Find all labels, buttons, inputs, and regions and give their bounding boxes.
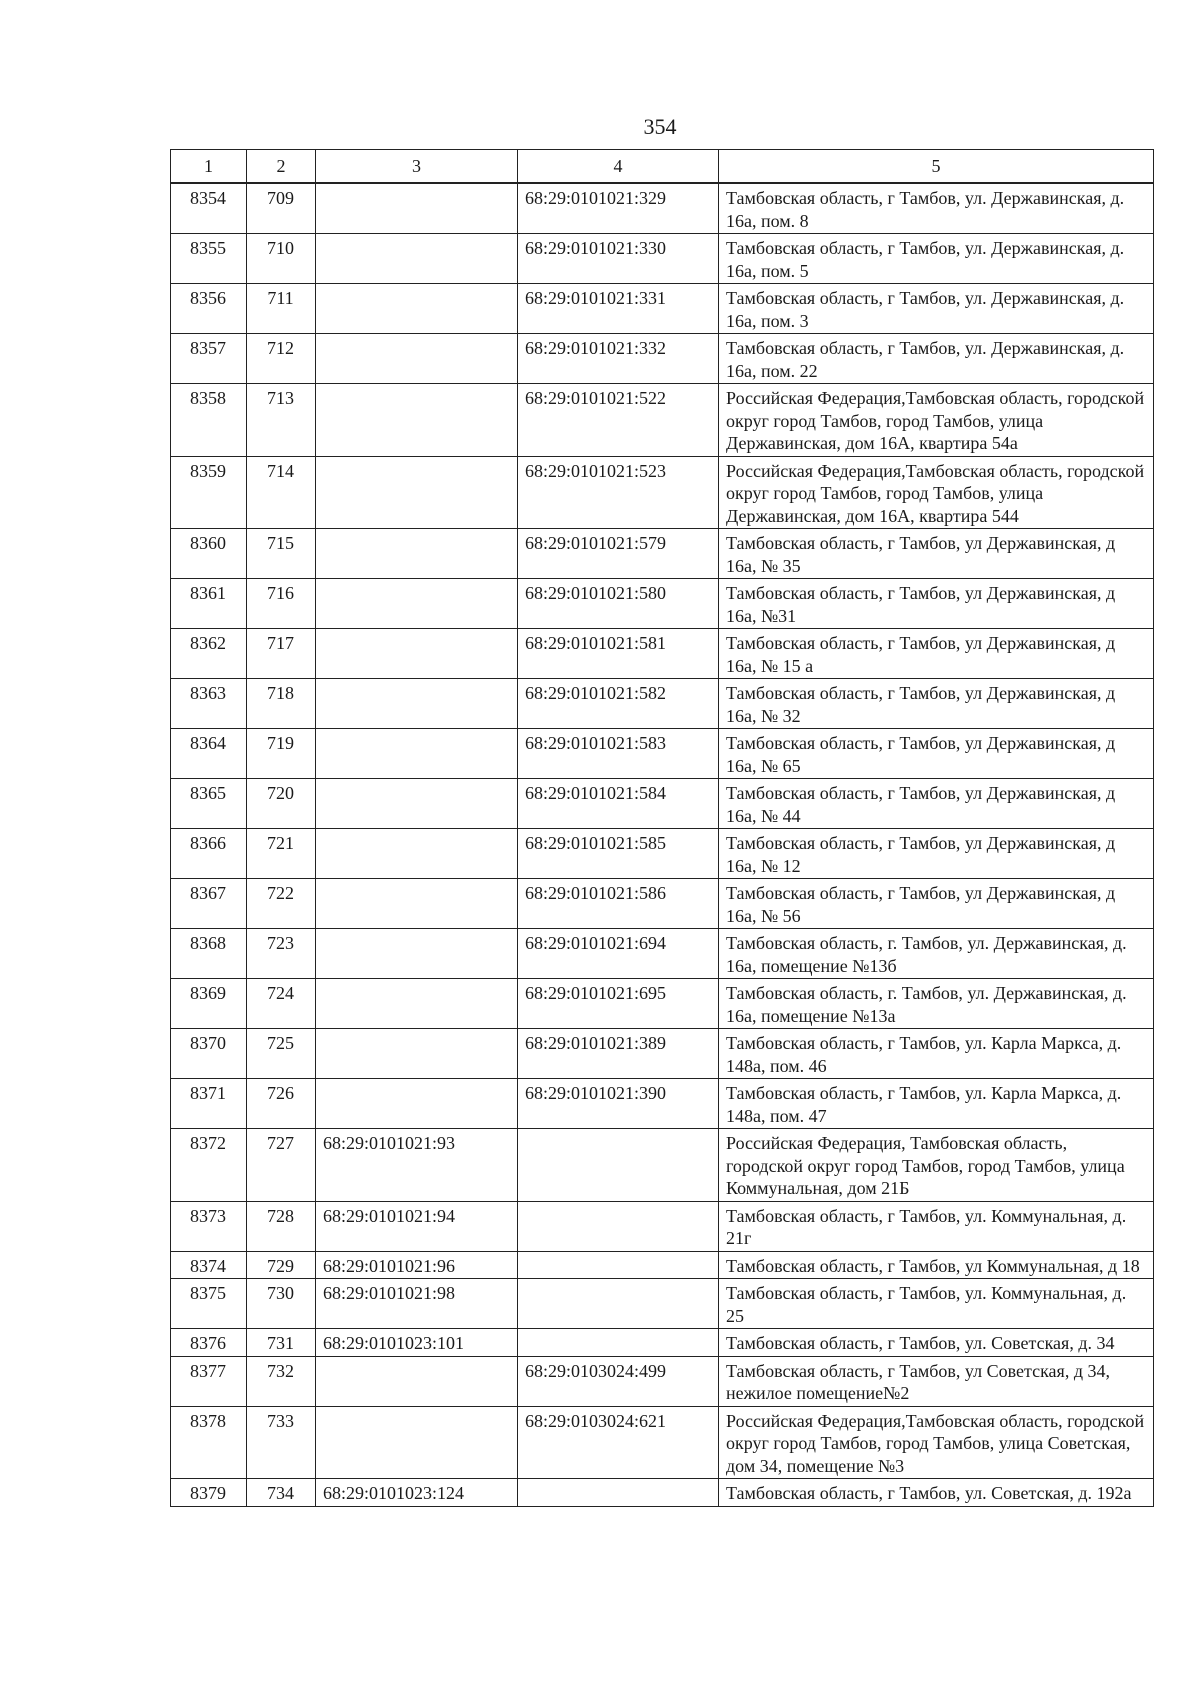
table-body (171, 183, 1154, 1506)
item-number-cell: 712 (247, 334, 316, 384)
premises-cadastral-cell: 68:29:0101021:389 (518, 1029, 719, 1079)
item-number-cell: 724 (247, 979, 316, 1029)
table-row (171, 334, 1154, 384)
table-row (171, 1479, 1154, 1507)
row-number-cell: 8359 (171, 456, 247, 529)
item-number-cell: 719 (247, 729, 316, 779)
item-number-cell: 730 (247, 1279, 316, 1329)
table-row (171, 183, 1154, 234)
row-number-cell: 8366 (171, 829, 247, 879)
item-number-cell: 718 (247, 679, 316, 729)
land-cadastral-cell (316, 284, 518, 334)
table-row (171, 284, 1154, 334)
address-cell: Тамбовская область, г Тамбов, ул. Коммунальная, д. 21г (719, 1201, 1154, 1251)
address-cell: Тамбовская область, г Тамбов, ул. Державинская, д. 16а, пом. 3 (719, 284, 1154, 334)
address-cell: Тамбовская область, г Тамбов, ул. Коммунальная, д. 25 (719, 1279, 1154, 1329)
land-cadastral-cell (316, 1029, 518, 1079)
address-cell: Тамбовская область, г Тамбов, ул. Державинская, д. 16а, пом. 22 (719, 334, 1154, 384)
table-row (171, 1129, 1154, 1202)
row-number-cell: 8357 (171, 334, 247, 384)
row-number-cell: 8371 (171, 1079, 247, 1129)
premises-cadastral-cell: 68:29:0101021:330 (518, 234, 719, 284)
premises-cadastral-cell: 68:29:0101021:584 (518, 779, 719, 829)
row-number-cell: 8360 (171, 529, 247, 579)
land-cadastral-cell: 68:29:0101023:124 (316, 1479, 518, 1507)
column-header-4: 4 (518, 150, 719, 184)
land-cadastral-cell (316, 929, 518, 979)
premises-cadastral-cell (518, 1201, 719, 1251)
table-row (171, 1079, 1154, 1129)
address-cell: Тамбовская область, г Тамбов, ул. Советская, д. 34 (719, 1329, 1154, 1357)
table-row (171, 1356, 1154, 1406)
premises-cadastral-cell: 68:29:0101021:523 (518, 456, 719, 529)
address-cell: Тамбовская область, г Тамбов, ул Советская, д 34, нежилое помещение№2 (719, 1356, 1154, 1406)
land-cadastral-cell: 68:29:0101021:93 (316, 1129, 518, 1202)
row-number-cell: 8370 (171, 1029, 247, 1079)
address-cell: Тамбовская область, г Тамбов, ул Державинская, д 16а, № 56 (719, 879, 1154, 929)
premises-cadastral-cell: 68:29:0101021:390 (518, 1079, 719, 1129)
header-row (171, 150, 1154, 184)
row-number-cell: 8355 (171, 234, 247, 284)
row-number-cell: 8354 (171, 183, 247, 234)
table-row (171, 779, 1154, 829)
premises-cadastral-cell: 68:29:0101021:329 (518, 183, 719, 234)
row-number-cell: 8369 (171, 979, 247, 1029)
table-row (171, 1251, 1154, 1279)
address-cell: Тамбовская область, г Тамбов, ул Державинская, д 16а, № 32 (719, 679, 1154, 729)
premises-cadastral-cell: 68:29:0103024:621 (518, 1406, 719, 1479)
column-header-5: 5 (719, 150, 1154, 184)
table-row (171, 879, 1154, 929)
row-number-cell: 8378 (171, 1406, 247, 1479)
row-number-cell: 8363 (171, 679, 247, 729)
item-number-cell: 729 (247, 1251, 316, 1279)
row-number-cell: 8365 (171, 779, 247, 829)
item-number-cell: 733 (247, 1406, 316, 1479)
land-cadastral-cell (316, 1406, 518, 1479)
item-number-cell: 717 (247, 629, 316, 679)
premises-cadastral-cell: 68:29:0101021:694 (518, 929, 719, 979)
premises-cadastral-cell (518, 1479, 719, 1507)
address-cell: Тамбовская область, г Тамбов, ул Державинская, д 16а, № 15 а (719, 629, 1154, 679)
item-number-cell: 728 (247, 1201, 316, 1251)
row-number-cell: 8376 (171, 1329, 247, 1357)
item-number-cell: 714 (247, 456, 316, 529)
table-row (171, 1406, 1154, 1479)
address-cell: Тамбовская область, г Тамбов, ул. Державинская, д. 16а, пом. 8 (719, 183, 1154, 234)
table-row (171, 729, 1154, 779)
land-cadastral-cell (316, 829, 518, 879)
land-cadastral-cell (316, 234, 518, 284)
item-number-cell: 726 (247, 1079, 316, 1129)
item-number-cell: 711 (247, 284, 316, 334)
table-row (171, 234, 1154, 284)
row-number-cell: 8375 (171, 1279, 247, 1329)
land-cadastral-cell (316, 729, 518, 779)
item-number-cell: 721 (247, 829, 316, 879)
address-cell: Тамбовская область, г Тамбов, ул Державинская, д 16а, № 44 (719, 779, 1154, 829)
item-number-cell: 727 (247, 1129, 316, 1202)
row-number-cell: 8374 (171, 1251, 247, 1279)
address-cell: Тамбовская область, г. Тамбов, ул. Державинская, д. 16а, помещение №13а (719, 979, 1154, 1029)
address-cell: Российская Федерация,Тамбовская область, городской округ город Тамбов, город Тамбов, улица Советская, дом 34, помещение №3 (719, 1406, 1154, 1479)
table-row (171, 1029, 1154, 1079)
row-number-cell: 8361 (171, 579, 247, 629)
land-cadastral-cell (316, 679, 518, 729)
premises-cadastral-cell: 68:29:0101021:331 (518, 284, 719, 334)
premises-cadastral-cell: 68:29:0101021:581 (518, 629, 719, 679)
item-number-cell: 716 (247, 579, 316, 629)
item-number-cell: 734 (247, 1479, 316, 1507)
row-number-cell: 8379 (171, 1479, 247, 1507)
table-row (171, 929, 1154, 979)
address-cell: Тамбовская область, г Тамбов, ул Державинская, д 16а, № 35 (719, 529, 1154, 579)
row-number-cell: 8362 (171, 629, 247, 679)
address-cell: Тамбовская область, г Тамбов, ул. Державинская, д. 16а, пом. 5 (719, 234, 1154, 284)
land-cadastral-cell (316, 183, 518, 234)
item-number-cell: 713 (247, 384, 316, 457)
premises-cadastral-cell: 68:29:0101021:695 (518, 979, 719, 1029)
address-cell: Тамбовская область, г Тамбов, ул Державинская, д 16а, № 12 (719, 829, 1154, 879)
premises-cadastral-cell: 68:29:0101021:582 (518, 679, 719, 729)
premises-cadastral-cell: 68:29:0101021:585 (518, 829, 719, 879)
premises-cadastral-cell: 68:29:0101021:586 (518, 879, 719, 929)
land-cadastral-cell (316, 529, 518, 579)
table-row (171, 829, 1154, 879)
row-number-cell: 8356 (171, 284, 247, 334)
row-number-cell: 8377 (171, 1356, 247, 1406)
table-header (171, 150, 1154, 184)
address-cell: Российская Федерация,Тамбовская область, городской округ город Тамбов, город Тамбов, улица Державинская, дом 16А, квартира 544 (719, 456, 1154, 529)
row-number-cell: 8358 (171, 384, 247, 457)
address-cell: Тамбовская область, г Тамбов, ул. Карла Маркса, д. 148а, пом. 46 (719, 1029, 1154, 1079)
land-cadastral-cell (316, 879, 518, 929)
land-cadastral-cell: 68:29:0101021:98 (316, 1279, 518, 1329)
item-number-cell: 731 (247, 1329, 316, 1357)
table-row (171, 456, 1154, 529)
row-number-cell: 8367 (171, 879, 247, 929)
land-cadastral-cell: 68:29:0101021:94 (316, 1201, 518, 1251)
table-row (171, 979, 1154, 1029)
premises-cadastral-cell: 68:29:0101021:332 (518, 334, 719, 384)
address-cell: Тамбовская область, г Тамбов, ул Державинская, д 16а, №31 (719, 579, 1154, 629)
address-cell: Тамбовская область, г Тамбов, ул. Карла Маркса, д. 148а, пом. 47 (719, 1079, 1154, 1129)
registry-table (170, 149, 1154, 1507)
premises-cadastral-cell (518, 1329, 719, 1357)
land-cadastral-cell (316, 384, 518, 457)
premises-cadastral-cell: 68:29:0101021:583 (518, 729, 719, 779)
table-row (171, 384, 1154, 457)
premises-cadastral-cell: 68:29:0101021:522 (518, 384, 719, 457)
item-number-cell: 722 (247, 879, 316, 929)
address-cell: Тамбовская область, г Тамбов, ул. Советская, д. 192а (719, 1479, 1154, 1507)
table-row (171, 1279, 1154, 1329)
table-row (171, 679, 1154, 729)
land-cadastral-cell (316, 579, 518, 629)
premises-cadastral-cell: 68:29:0103024:499 (518, 1356, 719, 1406)
land-cadastral-cell (316, 629, 518, 679)
table-row (171, 1329, 1154, 1357)
table-row (171, 529, 1154, 579)
land-cadastral-cell (316, 1079, 518, 1129)
address-cell: Российская Федерация,Тамбовская область, городской округ город Тамбов, город Тамбов, улица Державинская, дом 16А, квартира 54а (719, 384, 1154, 457)
item-number-cell: 732 (247, 1356, 316, 1406)
land-cadastral-cell (316, 456, 518, 529)
column-header-3: 3 (316, 150, 518, 184)
premises-cadastral-cell (518, 1251, 719, 1279)
premises-cadastral-cell: 68:29:0101021:579 (518, 529, 719, 579)
item-number-cell: 715 (247, 529, 316, 579)
item-number-cell: 709 (247, 183, 316, 234)
page-number: 354 (643, 114, 677, 139)
land-cadastral-cell (316, 979, 518, 1029)
column-header-1: 1 (171, 150, 247, 184)
item-number-cell: 725 (247, 1029, 316, 1079)
item-number-cell: 723 (247, 929, 316, 979)
land-cadastral-cell: 68:29:0101021:96 (316, 1251, 518, 1279)
row-number-cell: 8364 (171, 729, 247, 779)
land-cadastral-cell: 68:29:0101023:101 (316, 1329, 518, 1357)
land-cadastral-cell (316, 334, 518, 384)
address-cell: Российская Федерация, Тамбовская область, городской округ город Тамбов, город Тамбов, улица Коммунальная, дом 21Б (719, 1129, 1154, 1202)
premises-cadastral-cell: 68:29:0101021:580 (518, 579, 719, 629)
address-cell: Тамбовская область, г Тамбов, ул Коммунальная, д 18 (719, 1251, 1154, 1279)
address-cell: Тамбовская область, г. Тамбов, ул. Державинская, д. 16а, помещение №13б (719, 929, 1154, 979)
premises-cadastral-cell (518, 1129, 719, 1202)
item-number-cell: 710 (247, 234, 316, 284)
table-row (171, 579, 1154, 629)
land-cadastral-cell (316, 1356, 518, 1406)
row-number-cell: 8372 (171, 1129, 247, 1202)
premises-cadastral-cell (518, 1279, 719, 1329)
land-cadastral-cell (316, 779, 518, 829)
address-cell: Тамбовская область, г Тамбов, ул Державинская, д 16а, № 65 (719, 729, 1154, 779)
column-header-2: 2 (247, 150, 316, 184)
item-number-cell: 720 (247, 779, 316, 829)
row-number-cell: 8368 (171, 929, 247, 979)
row-number-cell: 8373 (171, 1201, 247, 1251)
table-row (171, 629, 1154, 679)
table-row (171, 1201, 1154, 1251)
